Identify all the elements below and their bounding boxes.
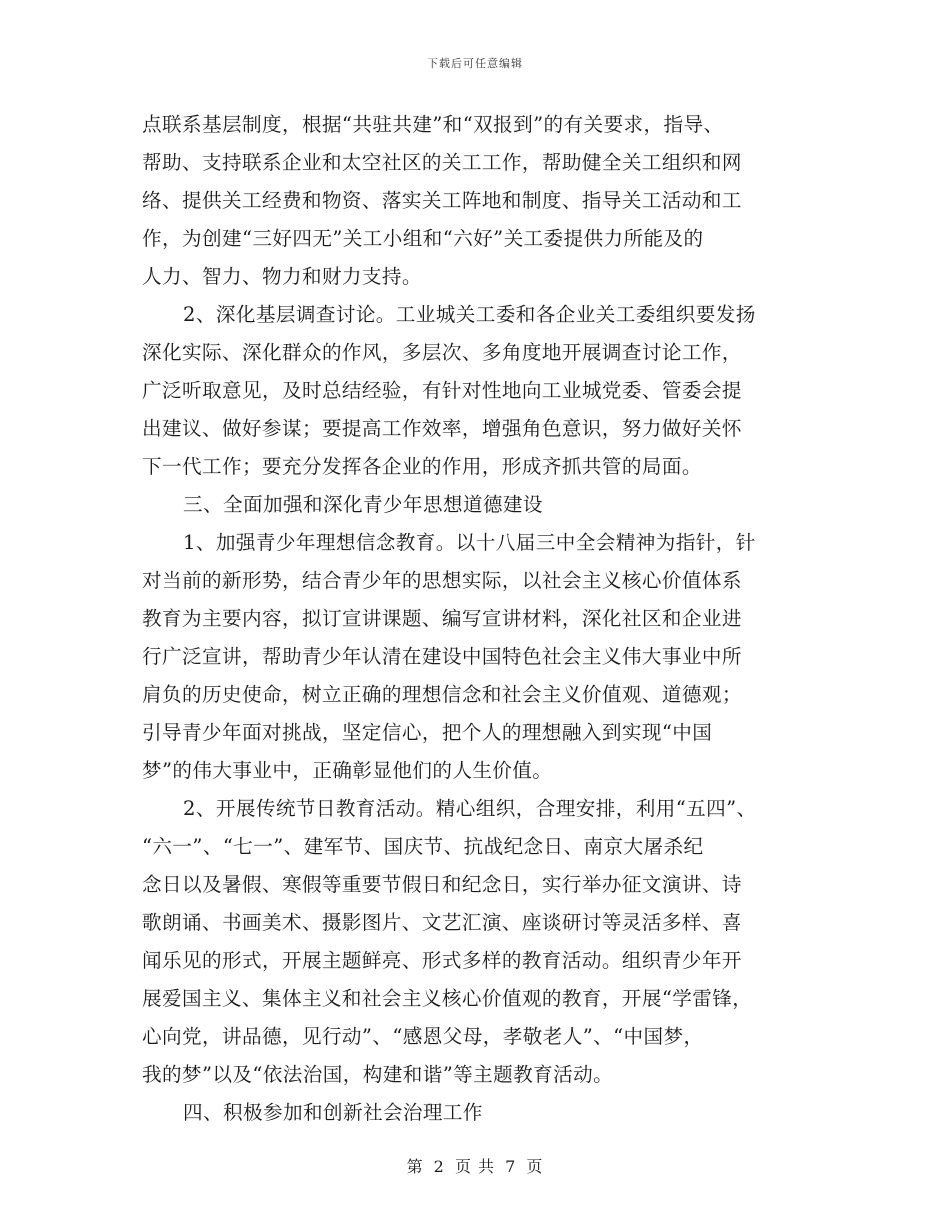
text-line: 歌朗诵、书画美术、摄影图片、文艺汇演、座谈研讨等灵活多样、喜 <box>142 911 742 934</box>
text-line: 广泛听取意见，及时总结经验，有针对性地向工业城党委、管委会提 <box>142 379 742 402</box>
footer-total-pages: 7 <box>505 1157 517 1176</box>
footer-prefix: 第 <box>406 1157 424 1176</box>
text-line: 1、加强青少年理想信念教育。以十八届三中全会精神为指针，针 <box>183 531 756 554</box>
text-line: 教育为主要内容，拟订宣讲课题、编写宣讲材料，深化社区和企业进 <box>142 607 742 630</box>
text-line: 引导青少年面对挑战，坚定信心，把个人的理想融入到实现“中国 <box>142 721 713 744</box>
text-line: 帮助、支持联系企业和太空社区的关工工作，帮助健全关工组织和网 <box>142 151 742 174</box>
text-line: 肩负的历史使命，树立正确的理想信念和社会主义价值观、道德观； <box>142 683 742 706</box>
text-line: 四、积极参加和创新社会治理工作 <box>183 1101 483 1124</box>
footer-current-page: 2 <box>433 1157 445 1176</box>
text-line: “六一”、“七一”、建军节、国庆节、抗战纪念日、南京大屠杀纪 <box>142 835 704 858</box>
text-line: 对当前的新形势，结合青少年的思想实际，以社会主义核心价值体系 <box>142 569 742 592</box>
text-line: 梦”的伟大事业中，正确彰显他们的人生价值。 <box>142 759 553 782</box>
text-line: 下一代工作；要充分发挥各企业的作用，形成齐抓共管的局面。 <box>142 455 702 478</box>
text-line: 点联系基层制度，根据“共驻共建”和“双报到”的有关要求，指导、 <box>142 113 724 136</box>
document-body <box>142 106 822 1132</box>
text-line: 我的梦”以及“依法治国，构建和谐”等主题教育活动。 <box>142 1063 614 1086</box>
text-line: 心向党，讲品德，见行动”、“感恩父母，孝敬老人”、“中国梦， <box>142 1025 704 1048</box>
text-line: 深化实际、深化群众的作风，多层次、多角度地开展调查讨论工作， <box>142 341 742 364</box>
text-line: 三、全面加强和深化青少年思想道德建设 <box>183 493 543 516</box>
text-line: 2、深化基层调查讨论。工业城关工委和各企业关工委组织要发扬 <box>183 303 756 326</box>
page-header-note: 下载后可任意编辑 <box>427 57 523 70</box>
footer-middle: 页 共 <box>454 1157 496 1176</box>
text-line: 行广泛宣讲，帮助青少年认清在建设中国特色社会主义伟大事业中所 <box>142 645 742 668</box>
text-line: 人力、智力、物力和财力支持。 <box>142 265 422 288</box>
text-line: 闻乐见的形式，开展主题鲜亮、形式多样的教育活动。组织青少年开 <box>142 949 742 972</box>
text-line: 作，为创建“三好四无”关工小组和“六好”关工委提供力所能及的 <box>142 227 704 250</box>
text-line: 出建议、做好参谋；要提高工作效率，增强角色意识，努力做好关怀 <box>142 417 742 440</box>
footer-suffix: 页 <box>526 1157 544 1176</box>
page-number-footer <box>0 1154 950 1177</box>
text-line: 络、提供关工经费和物资、落实关工阵地和制度、指导关工活动和工 <box>142 189 742 212</box>
text-line: 念日以及暑假、寒假等重要节假日和纪念日，实行举办征文演讲、诗 <box>142 873 742 896</box>
text-line: 2、开展传统节日教育活动。精心组织，合理安排，利用“五四”、 <box>183 797 757 820</box>
text-line: 展爱国主义、集体主义和社会主义核心价值观的教育，开展“学雷锋， <box>142 987 753 1010</box>
